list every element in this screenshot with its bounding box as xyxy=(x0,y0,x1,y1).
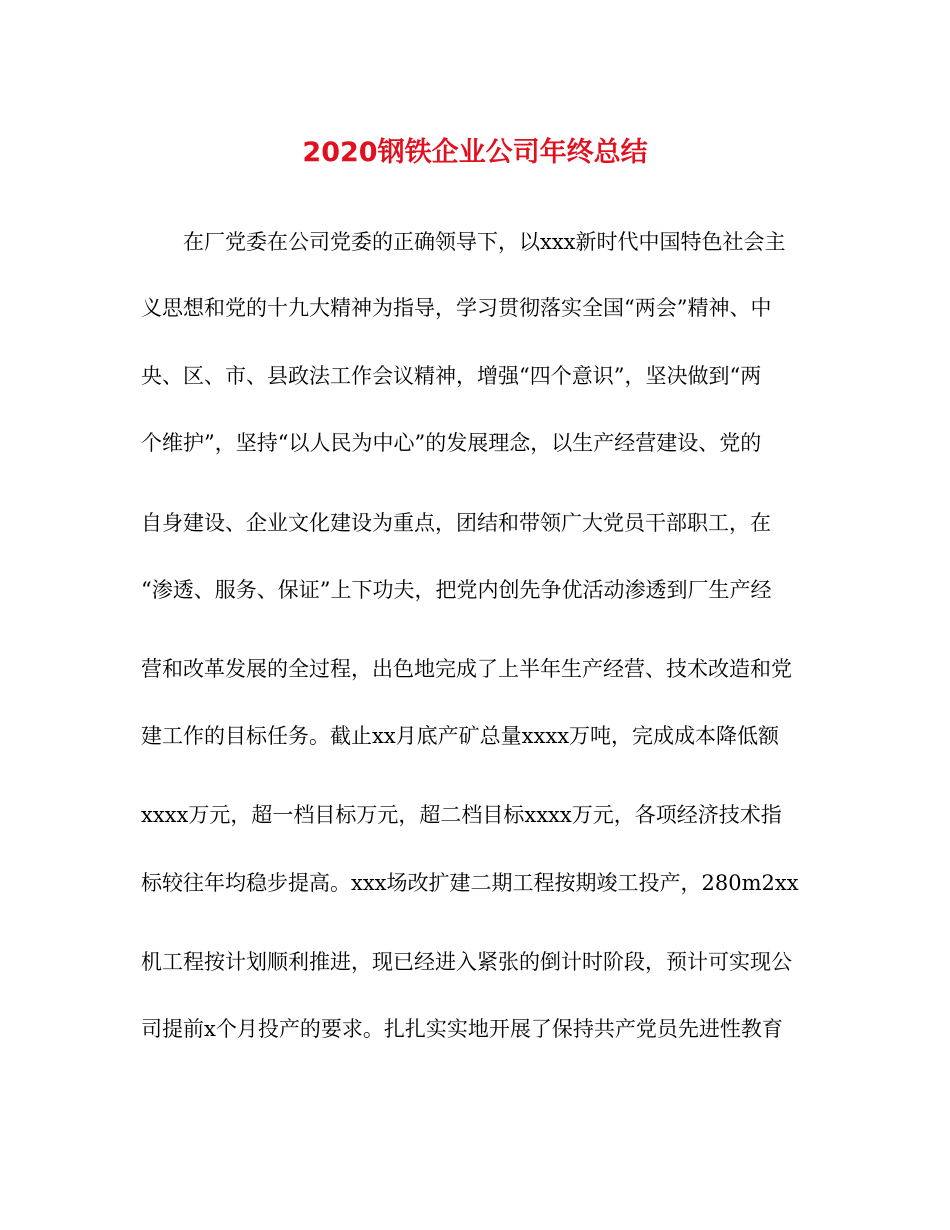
body-line: 标较往年均稳步提高。xxx场改扩建二期工程按期竣工投产，280m2xx xyxy=(141,871,799,895)
body-line: 央、区、市、县政法工作会议精神，增强“四个意识”，坚决做到“两 xyxy=(141,364,762,388)
body-line: 建工作的目标任务。截止xx月底产矿总量xxxx万吨，完成成本降低额 xyxy=(141,724,780,748)
body-line: “渗透、服务、保证”上下功夫，把党内创先争优活动渗透到厂生产经 xyxy=(141,578,772,602)
body-line: 营和改革发展的全过程，出色地完成了上半年生产经营、技术改造和党 xyxy=(141,657,792,681)
document-title: 2020钢铁企业公司年终总结 xyxy=(302,137,648,168)
body-line: 司提前x个月投产的要求。扎扎实实地开展了保持共产党员先进性教育 xyxy=(141,1017,783,1041)
body-line: 机工程按计划顺利推进，现已经进入紧张的倒计时阶段，预计可实现公 xyxy=(141,950,792,974)
body-line: 个维护”，坚持“以人民为中心”的发展理念，以生产经营建设、党的 xyxy=(141,431,762,455)
body-line: 在厂党委在公司党委的正确领导下，以xxx新时代中国特色社会主 xyxy=(183,230,786,254)
body-line: 义思想和党的十九大精神为指导，学习贯彻落实全国“两会”精神、中 xyxy=(141,296,772,320)
body-line: xxxx万元，超一档目标万元，超二档目标xxxx万元，各项经济技术指 xyxy=(141,803,782,827)
body-line: 自身建设、企业文化建设为重点，团结和带领广大党员干部职工，在 xyxy=(141,511,771,535)
